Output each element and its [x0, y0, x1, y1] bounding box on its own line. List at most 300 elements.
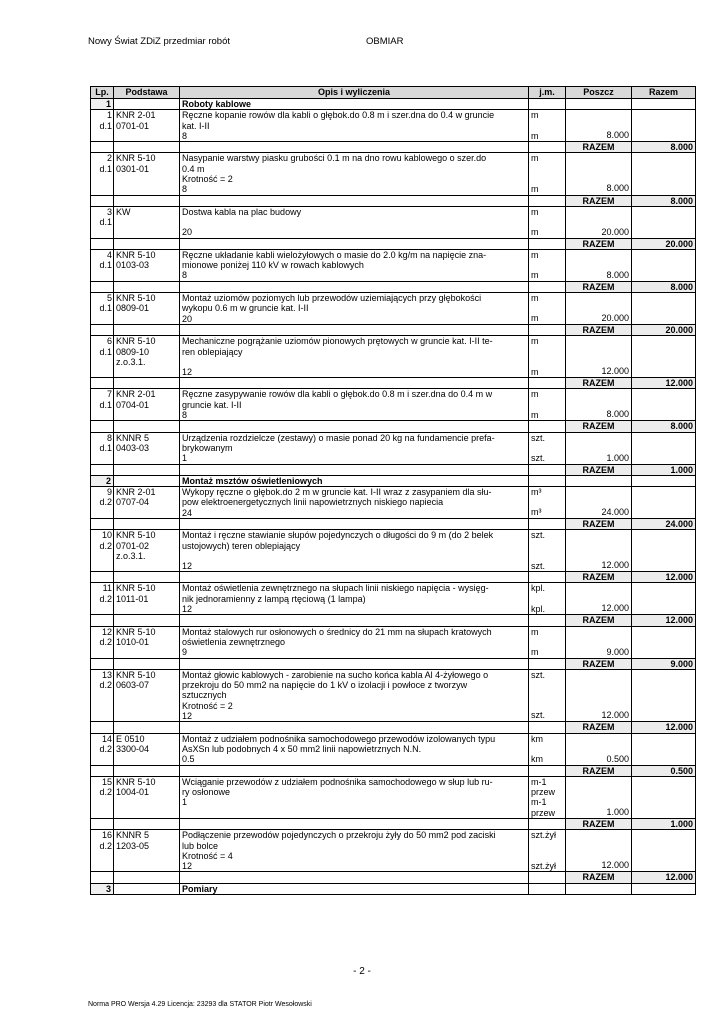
- section-razem: [632, 883, 696, 894]
- column-header-razem: Razem: [632, 87, 696, 99]
- poszcz-value: 8.000: [606, 269, 629, 280]
- item-opis: [180, 583, 529, 615]
- section-razem: [632, 475, 696, 486]
- item-poszcz: [566, 583, 632, 615]
- item-number: 8: [106, 432, 112, 443]
- table-header-row: [91, 87, 696, 99]
- column-header-jm: j.m.: [529, 87, 566, 99]
- poszcz-spacer: [568, 487, 629, 497]
- opis-line: AsXSn lub podobnych 4 x 50 mm2 linii napowietrznych N.N.: [182, 743, 422, 754]
- razem-row: [91, 722, 696, 733]
- jm-line: m: [531, 130, 539, 141]
- jm-line: km: [531, 753, 543, 764]
- item-razem-empty: [632, 830, 696, 872]
- item-department: d.1: [99, 442, 112, 453]
- jm-line: [531, 690, 563, 700]
- jm-line: m: [531, 389, 539, 400]
- jm-line: szt.: [531, 560, 546, 571]
- section-razem: [632, 99, 696, 110]
- item-lp: [91, 830, 114, 872]
- poszcz-spacer: [568, 497, 629, 507]
- razem-lp: [91, 281, 114, 292]
- item-department: d.2: [99, 636, 112, 647]
- table-body: [91, 99, 696, 895]
- podstawa-line: KNNR 5: [116, 432, 150, 443]
- section-jm: [529, 99, 566, 110]
- razem-jm: [529, 658, 566, 669]
- item-lp: [91, 249, 114, 281]
- razem-row: [91, 572, 696, 583]
- opis-line: [182, 551, 526, 561]
- document-header-title: Nowy Świat ZDiZ przedmiar robót: [88, 36, 231, 47]
- column-header-opis: Opis i wyliczenia: [180, 87, 529, 99]
- razem-label: RAZEM: [566, 464, 632, 475]
- razem-lp: [91, 324, 114, 335]
- item-poszcz: [566, 733, 632, 765]
- item-opis: [180, 669, 529, 721]
- item-lp: [91, 626, 114, 658]
- section-title: Montaż msztów oświetleniowych: [180, 475, 529, 486]
- razem-value: 12.000: [632, 378, 696, 389]
- razem-opis: [180, 722, 529, 733]
- razem-lp: [91, 572, 114, 583]
- jm-line: [531, 347, 563, 357]
- item-number: 4: [106, 249, 112, 260]
- poszcz-value: 20.000: [601, 313, 629, 324]
- razem-label: RAZEM: [566, 819, 632, 830]
- podstawa-line: 0403-03: [116, 442, 150, 453]
- podstawa-line: 1011-01: [116, 593, 149, 604]
- obmiar-table: [90, 86, 696, 895]
- razem-jm: [529, 195, 566, 206]
- razem-jm: [529, 572, 566, 583]
- opis-line: 8: [182, 130, 188, 141]
- opis-line: 24: [182, 507, 193, 518]
- item-poszcz: [566, 530, 632, 572]
- item-podstawa: [114, 733, 180, 765]
- poszcz-spacer: [568, 744, 629, 754]
- item-jm: [529, 530, 566, 572]
- item-podstawa: [114, 530, 180, 572]
- razem-podstawa: [114, 518, 180, 529]
- item-razem-empty: [632, 389, 696, 421]
- podstawa-line: 3300-04: [116, 743, 150, 754]
- razem-value: 1.000: [632, 819, 696, 830]
- poszcz-spacer: [568, 777, 629, 787]
- podstawa-line: KW: [116, 206, 131, 217]
- item-jm: [529, 206, 566, 238]
- item-podstawa: [114, 110, 180, 142]
- poszcz-spacer: [568, 173, 629, 183]
- item-number: 13: [101, 669, 112, 680]
- item-number: 10: [101, 530, 112, 541]
- opis-line: [182, 217, 526, 227]
- poszcz-spacer: [568, 593, 629, 603]
- item-razem-empty: [632, 733, 696, 765]
- item-lp: [91, 733, 114, 765]
- opis-line: Montaż głowic kablowych - zarobienie na sucho końca kabla Al 4-żyłowego o: [182, 669, 489, 680]
- item-podstawa: [114, 293, 180, 325]
- opis-line: Montaż oświetlenia zewnętrznego na słupach linii niskiego napięcia - wysięg-: [182, 583, 489, 594]
- poszcz-spacer: [568, 540, 629, 550]
- item-razem-empty: [632, 626, 696, 658]
- opis-line: Ręczne zasypywanie rowów dla kabli o głębok.do 0.8 m i szer.dna do 0.4 m w: [182, 389, 493, 400]
- section-number: 3: [91, 883, 114, 894]
- opis-line: 8: [182, 184, 188, 195]
- column-header-podstawa: Podstawa: [114, 87, 180, 99]
- jm-line: km: [531, 733, 543, 744]
- item-opis: [180, 530, 529, 572]
- item-opis: [180, 293, 529, 325]
- section-poszcz: [566, 883, 632, 894]
- razem-podstawa: [114, 195, 180, 206]
- opis-line: Podłączenie przewodów pojedynczych o przekroju żyły do 50 mm2 pod zaciski: [182, 830, 496, 841]
- razem-podstawa: [114, 572, 180, 583]
- jm-line: [531, 217, 563, 227]
- jm-line: m: [531, 646, 539, 657]
- opis-line: 0.5: [182, 754, 195, 765]
- razem-jm: [529, 421, 566, 432]
- jm-line: [531, 121, 563, 131]
- column-header-lp: Lp.: [91, 87, 114, 99]
- item-opis: [180, 733, 529, 765]
- razem-row: [91, 658, 696, 669]
- item-department: d.1: [99, 260, 112, 271]
- item-jm: [529, 669, 566, 721]
- footer-license: Norma PRO Wersja 4.29 Licencja: 23293 dla STATOR Piotr Wesołowski: [88, 1001, 312, 1008]
- item-poszcz: [566, 293, 632, 325]
- poszcz-value: 8.000: [606, 183, 629, 194]
- jm-line: [531, 594, 563, 604]
- item-department: d.2: [99, 787, 112, 798]
- razem-jm: [529, 722, 566, 733]
- page-number: - 2 -: [353, 966, 371, 977]
- item-row: [91, 776, 696, 818]
- item-number: 7: [106, 389, 112, 400]
- opis-line: Krotność = 2: [182, 174, 233, 185]
- item-number: 1: [106, 110, 112, 121]
- item-lp: [91, 206, 114, 238]
- opis-line: mionowe poniżej 110 kV w rowach kablowych: [182, 260, 364, 271]
- opis-line: ry osłonowe: [182, 787, 231, 798]
- razem-opis: [180, 421, 529, 432]
- razem-row: [91, 819, 696, 830]
- podstawa-line: 1004-01: [116, 787, 150, 798]
- opis-line: ustojowych) teren oblepiający: [182, 540, 301, 551]
- razem-opis: [180, 464, 529, 475]
- jm-line: m: [531, 626, 539, 637]
- podstawa-line: 0301-01: [116, 163, 150, 174]
- item-department: d.2: [99, 540, 112, 551]
- razem-lp: [91, 195, 114, 206]
- item-podstawa: [114, 487, 180, 519]
- item-opis: [180, 626, 529, 658]
- item-row: [91, 249, 696, 281]
- razem-value: 24.000: [632, 518, 696, 529]
- item-razem-empty: [632, 153, 696, 195]
- poszcz-spacer: [568, 303, 629, 313]
- opis-line: brykowanym: [182, 442, 233, 453]
- razem-opis: [180, 324, 529, 335]
- razem-label: RAZEM: [566, 238, 632, 249]
- podstawa-line: KNR 5-10: [116, 776, 156, 787]
- razem-podstawa: [114, 142, 180, 153]
- razem-value: 12.000: [632, 722, 696, 733]
- razem-opis: [180, 518, 529, 529]
- opis-line: 12: [182, 861, 193, 872]
- poszcz-spacer: [568, 583, 629, 593]
- opis-line: 8: [182, 270, 188, 281]
- item-number: 11: [102, 583, 112, 594]
- opis-line: Mechaniczne pogrążanie uziomów pionowych prętowych w gruncie kat. I-II te-: [182, 336, 493, 347]
- razem-row: [91, 464, 696, 475]
- opis-line: [182, 357, 526, 367]
- podstawa-line: KNR 2-01: [116, 389, 156, 400]
- item-poszcz: [566, 776, 632, 818]
- jm-line: [531, 680, 563, 690]
- poszcz-spacer: [568, 120, 629, 130]
- razem-podstawa: [114, 872, 180, 883]
- item-opis: [180, 336, 529, 378]
- opis-line: Krotność = 4: [182, 850, 233, 861]
- item-opis: [180, 206, 529, 238]
- item-podstawa: [114, 830, 180, 872]
- opis-line: 8: [182, 410, 188, 421]
- razem-label: RAZEM: [566, 518, 632, 529]
- razem-jm: [529, 378, 566, 389]
- item-number: 12: [101, 626, 112, 637]
- poszcz-spacer: [568, 433, 629, 443]
- poszcz-value: 1.000: [606, 806, 629, 817]
- razem-lp: [91, 819, 114, 830]
- razem-opis: [180, 819, 529, 830]
- podstawa-line: KNR 5-10: [116, 153, 156, 164]
- razem-lp: [91, 378, 114, 389]
- razem-label: RAZEM: [566, 872, 632, 883]
- razem-podstawa: [114, 238, 180, 249]
- opis-line: Montaż z udziałem podnośnika samochodowego przewodów izolowanych typu: [182, 733, 496, 744]
- item-row: [91, 206, 696, 238]
- item-lp: [91, 530, 114, 572]
- poszcz-value: 8.000: [606, 409, 629, 420]
- razem-lp: [91, 518, 114, 529]
- item-number: 2: [106, 153, 112, 164]
- item-jm: [529, 249, 566, 281]
- item-number: 15: [101, 776, 112, 787]
- item-poszcz: [566, 830, 632, 872]
- jm-line: szt.: [531, 710, 546, 721]
- section-title: Roboty kablowe: [180, 99, 529, 110]
- jm-line: m³: [531, 487, 542, 498]
- podstawa-line: 0603-07: [116, 680, 150, 691]
- item-row: [91, 110, 696, 142]
- item-opis: [180, 830, 529, 872]
- item-podstawa: [114, 776, 180, 818]
- item-number: 6: [106, 336, 112, 347]
- razem-row: [91, 238, 696, 249]
- item-podstawa: [114, 583, 180, 615]
- item-opis: [180, 389, 529, 421]
- poszcz-value: 24.000: [601, 507, 629, 518]
- jm-line: [531, 260, 563, 270]
- opis-line: 20: [182, 313, 193, 324]
- item-razem-empty: [632, 530, 696, 572]
- razem-label: RAZEM: [566, 658, 632, 669]
- item-number: 3: [106, 206, 112, 217]
- jm-line: [531, 841, 563, 851]
- item-row: [91, 583, 696, 615]
- item-jm: [529, 733, 566, 765]
- opis-line: wykopu 0.6 m w gruncie kat. I-II: [182, 303, 309, 314]
- item-razem-empty: [632, 336, 696, 378]
- razem-opis: [180, 658, 529, 669]
- section-podstawa: [114, 99, 180, 110]
- poszcz-spacer: [568, 734, 629, 744]
- item-podstawa: [114, 626, 180, 658]
- opis-line: 1: [182, 453, 188, 464]
- poszcz-spacer: [568, 356, 629, 366]
- jm-line: m: [531, 183, 539, 194]
- razem-opis: [180, 615, 529, 626]
- razem-value: 20.000: [632, 238, 696, 249]
- razem-opis: [180, 765, 529, 776]
- jm-line: m: [531, 249, 539, 260]
- opis-line: Ręczne kopanie rowów dla kabli o głębok.do 0.8 m i szer.dna do 0.4 w gruncie: [182, 110, 495, 121]
- jm-line: m: [531, 227, 539, 238]
- section-poszcz: [566, 99, 632, 110]
- poszcz-value: 12.000: [601, 709, 629, 720]
- document-header-obmiar: OBMIAR: [366, 36, 404, 47]
- jm-line: [531, 357, 563, 367]
- poszcz-spacer: [568, 700, 629, 710]
- razem-label: RAZEM: [566, 378, 632, 389]
- poszcz-spacer: [568, 346, 629, 356]
- podstawa-line: 0809-10: [116, 346, 150, 357]
- opis-line: Montaż stalowych rur osłonowych o średnicy do 21 mm na słupach kratowych: [182, 626, 492, 637]
- opis-line: Dostwa kabla na plac budowy: [182, 206, 302, 217]
- item-jm: [529, 389, 566, 421]
- podstawa-line: z.o.3.1.: [116, 356, 146, 367]
- razem-lp: [91, 615, 114, 626]
- razem-opis: [180, 238, 529, 249]
- razem-lp: [91, 238, 114, 249]
- razem-row: [91, 615, 696, 626]
- razem-row: [91, 281, 696, 292]
- poszcz-spacer: [568, 637, 629, 647]
- jm-line: m: [531, 313, 539, 324]
- opis-line: przekroju do 50 mm2 na napięcie do 1 kV o izolacji i powłoce z tworzyw: [182, 680, 468, 691]
- razem-podstawa: [114, 281, 180, 292]
- opis-line: Montaż i ręczne stawianie słupów pojedynczych o długości do 9 m (do 2 belek: [182, 530, 494, 541]
- item-razem-empty: [632, 432, 696, 464]
- razem-label: RAZEM: [566, 765, 632, 776]
- section-poszcz: [566, 475, 632, 486]
- razem-value: 12.000: [632, 572, 696, 583]
- razem-lp: [91, 464, 114, 475]
- razem-opis: [180, 872, 529, 883]
- opis-line: kat. I-II: [182, 120, 210, 131]
- section-jm: [529, 883, 566, 894]
- podstawa-line: KNR 2-01: [116, 487, 156, 498]
- poszcz-value: 8.000: [606, 130, 629, 141]
- section-row: [91, 883, 696, 894]
- razem-jm: [529, 281, 566, 292]
- item-poszcz: [566, 487, 632, 519]
- razem-label: RAZEM: [566, 142, 632, 153]
- razem-row: [91, 765, 696, 776]
- poszcz-value: 20.000: [601, 226, 629, 237]
- opis-line: Urządzenia rozdzielcze (zestawy) o masie ponad 20 kg na fundamencie prefa-: [182, 432, 495, 443]
- item-opis: [180, 249, 529, 281]
- opis-line: 12: [182, 604, 193, 615]
- item-lp: [91, 432, 114, 464]
- razem-label: RAZEM: [566, 615, 632, 626]
- razem-podstawa: [114, 324, 180, 335]
- item-podstawa: [114, 432, 180, 464]
- razem-value: 9.000: [632, 658, 696, 669]
- razem-label: RAZEM: [566, 722, 632, 733]
- razem-jm: [529, 238, 566, 249]
- section-row: [91, 475, 696, 486]
- item-razem-empty: [632, 206, 696, 238]
- podstawa-line: 0701-01: [116, 120, 150, 131]
- poszcz-spacer: [568, 163, 629, 173]
- poszcz-spacer: [568, 217, 629, 227]
- item-department: d.1: [99, 217, 112, 228]
- item-opis: [180, 110, 529, 142]
- razem-jm: [529, 518, 566, 529]
- item-jm: [529, 336, 566, 378]
- poszcz-spacer: [568, 389, 629, 399]
- item-department: d.1: [99, 303, 112, 314]
- opis-line: oświetlenia zewnętrznego: [182, 636, 286, 647]
- opis-line: gruncie kat. I-II: [182, 399, 242, 410]
- item-department: d.1: [99, 346, 112, 357]
- razem-podstawa: [114, 765, 180, 776]
- section-number: 1: [91, 99, 114, 110]
- razem-value: 20.000: [632, 324, 696, 335]
- jm-line: szt.: [531, 432, 546, 443]
- item-number: 14: [101, 733, 112, 744]
- jm-line: m: [531, 409, 539, 420]
- item-lp: [91, 487, 114, 519]
- razem-jm: [529, 765, 566, 776]
- poszcz-spacer: [568, 670, 629, 680]
- opis-line: Nasypanie warstwy piasku grubości 0.1 m na dno rowu kablowego o szer.do: [182, 153, 487, 164]
- item-lp: [91, 293, 114, 325]
- razem-label: RAZEM: [566, 195, 632, 206]
- poszcz-value: 12.000: [601, 366, 629, 377]
- item-lp: [91, 776, 114, 818]
- jm-line: [531, 174, 563, 184]
- section-number: 2: [91, 475, 114, 486]
- item-row: [91, 336, 696, 378]
- opis-line: pow elektroenergetycznych linii napowietrznych niskiego napiecia: [182, 497, 444, 508]
- podstawa-line: KNNR 5: [116, 830, 150, 841]
- jm-line: [531, 303, 563, 313]
- opis-line: ren oblepiający: [182, 346, 243, 357]
- item-opis: [180, 153, 529, 195]
- podstawa-line: KNR 5-10: [116, 583, 156, 594]
- poszcz-spacer: [568, 530, 629, 540]
- razem-jm: [529, 819, 566, 830]
- item-lp: [91, 583, 114, 615]
- item-razem-empty: [632, 583, 696, 615]
- razem-lp: [91, 421, 114, 432]
- poszcz-spacer: [568, 850, 629, 860]
- razem-value: 0.500: [632, 765, 696, 776]
- jm-line: [531, 744, 563, 754]
